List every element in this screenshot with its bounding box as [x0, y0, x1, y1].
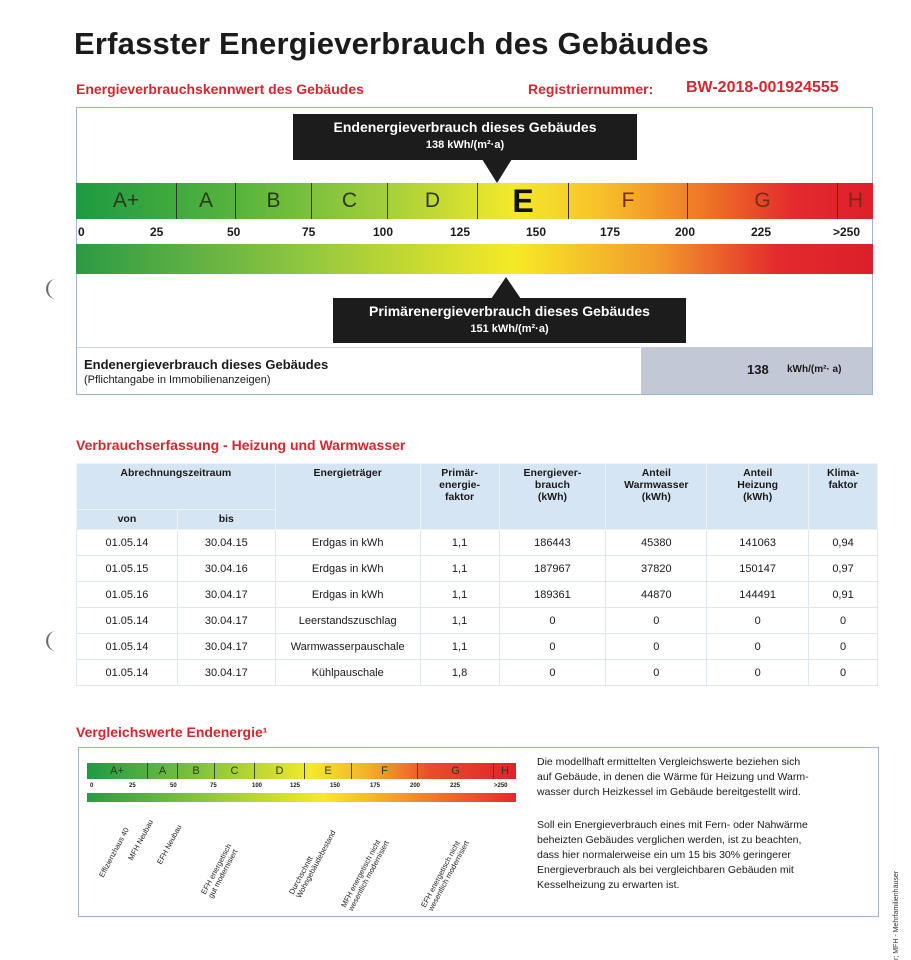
section-heading-kennwert: Energieverbrauchskennwert des Gebäudes [76, 81, 364, 97]
energy-class-e: E [478, 183, 569, 219]
header-heating: Anteil Heizung (kWh) [707, 464, 809, 530]
table-row [77, 634, 878, 660]
mini-class-f: F [352, 763, 418, 779]
primary-energy-callout-value: 151 kWh/(m²·a) [470, 323, 549, 335]
section-heading-verbrauch: Verbrauchserfassung - Heizung und Warmwasser [76, 437, 406, 453]
header-consumption: Energiever- brauch (kWh) [499, 464, 606, 530]
mini-tick-label: 100 [252, 783, 263, 789]
paragraph-2-line: dass hier normalerweise ein um 15 bis 30% geringerer [537, 849, 791, 861]
energy-class-h: H [847, 189, 864, 212]
summary-label: Endenergieverbrauch dieses Gebäudes [84, 357, 329, 372]
paragraph-2-line: Energieverbrauch als bei vergleichbaren Gebäuden mit [537, 864, 794, 876]
end-energy-callout-value: 138 kWh/(m²·a) [425, 139, 505, 151]
mini-class-c: C [215, 763, 255, 779]
mini-tick-label: 75 [210, 783, 217, 789]
mini-gradient-bar [87, 793, 516, 802]
scale-tick-label: 25 [150, 225, 164, 239]
table-cell: Erdgas in kWh [275, 582, 420, 608]
header-period: Abrechnungszeitraum [77, 464, 276, 510]
header-from: von [77, 510, 178, 530]
scale-tick-label: 175 [600, 225, 621, 239]
comparison-label: MFH energetisch nicht wesentlich modernisiert [339, 838, 391, 913]
mini-class-g: G [418, 763, 494, 779]
end-energy-pointer [482, 159, 512, 185]
table-cell: 189361 [499, 582, 606, 608]
scale-tick-label: >250 [833, 225, 861, 239]
table-cell: Kühlpauschale [275, 660, 420, 686]
energy-class-b: B [236, 183, 312, 219]
energy-class-f: F [569, 183, 688, 219]
mini-tick-label: 25 [129, 783, 136, 789]
mini-tick-label: 200 [410, 783, 421, 789]
section-heading-vergleich: Vergleichswerte Endenergie¹ [76, 724, 268, 740]
table-cell: 150147 [707, 556, 809, 582]
comparison-label: Durchschnitt Wohngebäudebestand [287, 828, 338, 900]
consumption-table [76, 463, 878, 686]
scale-tick-label: 100 [373, 225, 394, 239]
table-cell: 30.04.17 [177, 608, 275, 634]
table-cell: 37820 [606, 556, 707, 582]
primary-energy-callout-title: Primärenergieverbrauch dieses Gebäudes [369, 303, 650, 319]
scale-tick-label: 225 [751, 225, 772, 239]
mini-tick-label: 225 [450, 783, 461, 789]
table-row [77, 608, 878, 634]
table-cell: 1,1 [420, 634, 499, 660]
energy-class-c: C [312, 183, 388, 219]
table-cell: 141063 [707, 530, 809, 556]
table-cell: Erdgas in kWh [275, 556, 420, 582]
table-cell: 1,1 [420, 582, 499, 608]
header-factor: Primär- energie- faktor [420, 464, 499, 530]
registration-label: Registriernummer: [528, 81, 654, 97]
primary-energy-pointer [491, 277, 521, 299]
scale-tick-label: 150 [526, 225, 547, 239]
mini-tick-label: >250 [494, 783, 508, 789]
table-row [77, 556, 878, 582]
table-cell: 0 [809, 660, 878, 686]
margin-note: r; MFH - Mehrfamilienhäuser [893, 870, 900, 960]
scale-tick-label: 75 [302, 225, 316, 239]
energy-class-a: A [177, 183, 236, 219]
table-cell: 01.05.14 [77, 634, 178, 660]
mini-class-e: E [305, 763, 352, 779]
summary-label-cell [77, 347, 640, 395]
paragraph-2-line: Kesselheizung zu erwarten ist. [537, 879, 680, 891]
table-cell: 0 [707, 634, 809, 660]
table-cell: 0 [606, 608, 707, 634]
table-cell: 30.04.17 [177, 660, 275, 686]
mini-class-b: B [178, 763, 215, 779]
comparison-label: EFH energetisch gut modernisiert [199, 842, 240, 900]
scale-tick-label: 50 [227, 225, 241, 239]
registration-number: BW-2018-001924555 [686, 79, 839, 96]
mini-class-a: A [148, 763, 178, 779]
punch-hole-icon [40, 276, 62, 302]
comparison-label: EFH energetisch nicht wesentlich modernisiert [419, 839, 471, 913]
table-cell: 1,1 [420, 530, 499, 556]
end-energy-callout-title: Endenergieverbrauch dieses Gebäudes [333, 119, 597, 135]
table-cell: 0 [809, 634, 878, 660]
table-cell: 187967 [499, 556, 606, 582]
page-title: Erfasster Energieverbrauch des Gebäudes [74, 26, 709, 61]
table-cell: 1,8 [420, 660, 499, 686]
table-cell: 30.04.17 [177, 634, 275, 660]
table-cell: 0 [499, 660, 606, 686]
table-cell: Warmwasserpauschale [275, 634, 420, 660]
table-cell: 0,97 [809, 556, 878, 582]
mini-tick-label: 125 [290, 783, 301, 789]
table-cell: Erdgas in kWh [275, 530, 420, 556]
table-cell: 0 [499, 608, 606, 634]
table-cell: 01.05.14 [77, 530, 178, 556]
primary-energy-callout [333, 298, 686, 343]
mini-tick-label: 175 [370, 783, 381, 789]
paragraph-2-line: beheizten Gebäudes verglichen werden, ist zu beachten, [537, 834, 802, 846]
header-to: bis [177, 510, 275, 530]
table-cell: 0 [707, 660, 809, 686]
table-row [77, 582, 878, 608]
header-carrier: Energieträger [275, 464, 420, 530]
comparison-label: Effizienzhaus 40 [97, 826, 131, 879]
scale-tick-label: 125 [450, 225, 471, 239]
table-cell: 0 [606, 634, 707, 660]
table-cell: 45380 [606, 530, 707, 556]
end-energy-callout [293, 114, 637, 160]
table-cell: 01.05.14 [77, 608, 178, 634]
table-cell: 0 [499, 634, 606, 660]
comparison-paragraph-1 [537, 755, 809, 800]
table-cell: 0,91 [809, 582, 878, 608]
punch-hole-icon [40, 628, 62, 654]
summary-sublabel: (Pflichtangabe in Immobilienanzeigen) [84, 374, 271, 386]
scale-tick-label: 200 [675, 225, 696, 239]
header-warmwater: Anteil Warmwasser (kWh) [606, 464, 707, 530]
table-cell: 30.04.17 [177, 582, 275, 608]
scale-tick-label: 0 [78, 225, 85, 239]
table-cell: 0 [606, 660, 707, 686]
table-row [77, 530, 878, 556]
energy-class-d: D [388, 183, 478, 219]
table-cell: 01.05.14 [77, 660, 178, 686]
table-cell: 01.05.15 [77, 556, 178, 582]
table-cell: 30.04.15 [177, 530, 275, 556]
table-cell: 186443 [499, 530, 606, 556]
table-row [77, 660, 878, 686]
comparison-label: MFH Neubau [126, 818, 156, 862]
mini-tick-label: 0 [90, 783, 94, 789]
table-cell: 01.05.16 [77, 582, 178, 608]
comparison-paragraph-2 [537, 818, 808, 893]
paragraph-1-line: Die modellhaft ermittelten Vergleichswerte beziehen sich [537, 756, 801, 768]
paragraph-1-line: wasser durch Heizkessel im Gebäude bereitgestellt wird. [537, 786, 801, 798]
mini-tick-label: 150 [330, 783, 341, 789]
mini-class-h: H [501, 765, 509, 777]
table-cell: 1,1 [420, 608, 499, 634]
summary-unit: kWh/(m²· a) [787, 364, 842, 375]
table-cell: 0 [809, 608, 878, 634]
table-cell: Leerstandszuschlag [275, 608, 420, 634]
table-cell: 144491 [707, 582, 809, 608]
summary-value: 138 [747, 362, 769, 377]
mini-class-a-plus: A+ [87, 763, 148, 779]
table-cell: 1,1 [420, 556, 499, 582]
table-cell: 0,94 [809, 530, 878, 556]
energy-class-a-plus: A+ [76, 183, 177, 219]
comparison-label: EFH Neubau [155, 823, 184, 866]
mini-tick-label: 50 [170, 783, 177, 789]
table-cell: 44870 [606, 582, 707, 608]
header-climate: Klima- faktor [809, 464, 878, 530]
table-cell: 30.04.16 [177, 556, 275, 582]
table-cell: 0 [707, 608, 809, 634]
mini-class-d: D [255, 763, 305, 779]
summary-value-cell [641, 347, 872, 394]
paragraph-2-line: Soll ein Energieverbrauch eines mit Fern- oder Nahwärme [537, 819, 808, 831]
energy-class-g: G [688, 183, 838, 219]
primary-gradient-bar [76, 244, 873, 274]
paragraph-1-line: auf Gebäude, in denen die Wärme für Heizung und Warm- [537, 771, 809, 783]
